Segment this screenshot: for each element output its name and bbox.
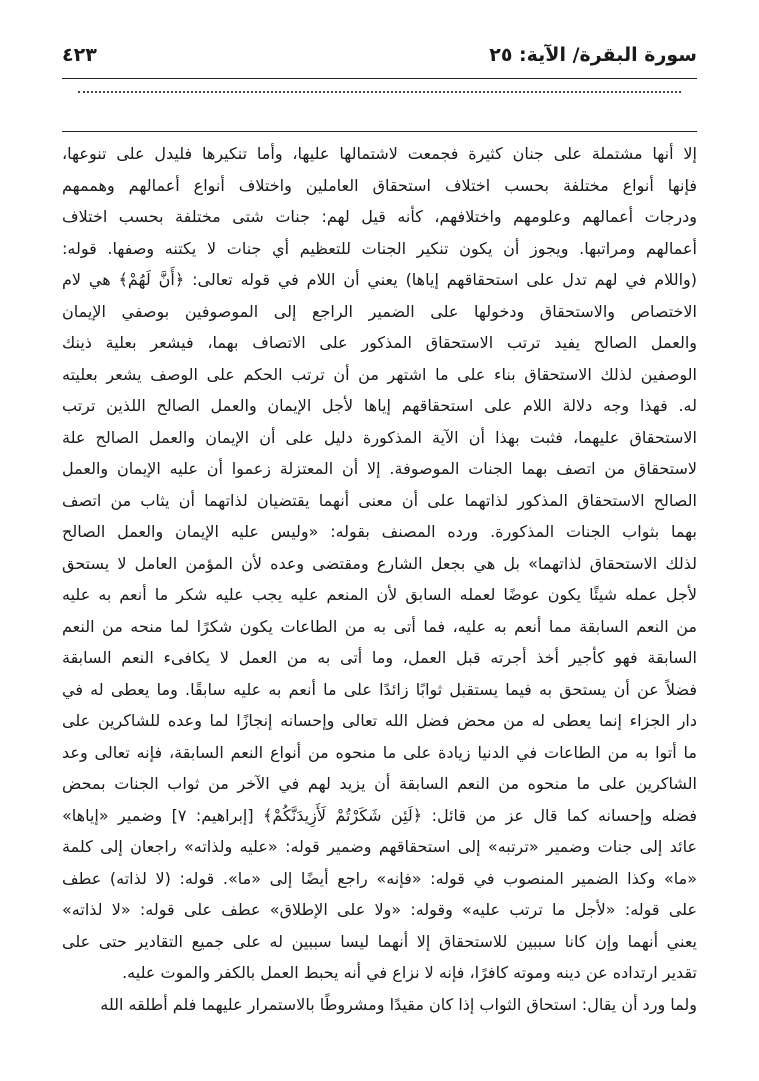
text-line: (واللام في لهم تدل على استحقاقهم إياها) يعني أن اللام في قوله تعالى: ﴿أَنَّ لَهُمْ﴾ هي لام: [62, 270, 697, 289]
text-line: ولما ورد أن يقال: استحاق الثواب إذا كان مقيدًا ومشروطًا بالاستمرار عليهما فلم أطلقه الله: [100, 994, 697, 1014]
text-line: ودرجات أعمالهم وعلومهم واختلافهم، كأنه قيل لهم: جنات شتى مختلفة بحسب اختلاف: [62, 207, 697, 226]
text-line: فإنها أنواع مختلفة بحسب اختلاف استحقاق العاملين واختلاف أنواع أعمالهم وهممهم: [62, 175, 697, 195]
text-line: إلا أنها مشتملة على جنان كثيرة فجمعت لاشتمالها عليها، وأما تنكيرها فليدل على تنوعها،: [62, 144, 697, 163]
text-line: والعمل الصالح يفيد ترتب الاستحقاق المذكور على الاتصاف بهما، فيشعر بعلية ذينك: [62, 333, 697, 352]
text-line: فضلاً عن أن يستحق به فيما يستقبل ثوابًا زائدًا على ما أنعم به عليه سابقًا. وما يعطى له في: [62, 679, 697, 699]
text-line: الاستحقاق عليهما، فثبت بهذا أن الآية المذكورة دليل على أن الإيمان والعمل الصالح علة: [62, 427, 697, 447]
text-line: عائد إلى جنات وضمير «ترتبه» إلى استحقاقهم وضمير قوله: «عليه ولذاته» راجعان إلى كلمة: [62, 837, 697, 856]
text-line: الصالح الاستحقاق المذكور لذاتهما على أن معنى أنهما يقتضيان لذاتهما أن يثاب من اتصف: [62, 490, 697, 510]
text-line: لاستحقاق من اتصف بهما الجنات الموصوفة. إلا أن المعتزلة زعموا أن عليه الإيمان والعمل: [62, 459, 697, 478]
text-line: ما أتوا به من الطاعات في الدنيا زيادة على ما منحوه من أنواع النعم السابقة، فإنه تعالى وعد: [62, 742, 697, 762]
text-line: بهما بثواب الجنات المذكورة. ورده المصنف بقوله: «وليس عليه الإيمان والعمل الصالح: [62, 522, 697, 541]
text-line: تقدير ارتداده عن دينه وموته كافرًا، فإنه لا نزاع في أنه يحبط العمل بالكفر والموت عليه.: [122, 963, 697, 982]
text-line: من النعم السابقة مما أنعم به عليه، فما أتى به من الطاعات يكون شكرًا لما منحه من النعم: [62, 616, 697, 636]
text-line: «ما» وكذا الضمير المنصوب في قوله: «فإنه» راجع أيضًا إلى «ما». قوله: (لا لذاته) عطف: [62, 868, 697, 888]
text-line: الاختصاص والاستحقاق ودخولها على الضمير الراجع إلى الموصوفين بوصفي الإيمان: [62, 301, 697, 321]
text-line: أعمالهم ومراتبها. ويجوز أن يكون تنكير الجنات للتعظيم أي جنات لا يكتنه وصفها. قوله:: [62, 238, 697, 258]
text-line: له. فهذا وجه دلالة اللام على استحقاقهم إياها لأجل الإيمان والعمل الصالح اللذين ترتب: [62, 396, 697, 415]
text-line: الوصفين لذلك الاستحقاق بناء على ما اشتهر من أن ترتب الحكم على الوصف يشعر بعليته: [62, 364, 697, 384]
page-number: ٤٢٣: [62, 44, 97, 66]
text-line: يعني أنهما وإن كانا سببين للاستحقاق إلا أنهما ليسا سببين له على جميع التقادير حتى على: [62, 931, 697, 951]
text-line: على قوله: «لأجل ما ترتب عليه» وقوله: «ولا على الإطلاق» عطف على قوله: «لا لذاته»: [62, 900, 697, 919]
text-line: السابقة فهو كأجير أخذ أجرته قبل العمل، وما أتى به من العمل لا يكافىء النعم السابقة: [62, 648, 697, 667]
commentary-text: [62, 138, 697, 1020]
text-line: لذلك الاستحقاق لذاتهما» بل هي بجعل الشارع ومقتضى وعده لأن المؤمن العامل لا يستحق: [62, 553, 697, 573]
section-rule: [62, 131, 697, 132]
header-rule: [62, 78, 697, 79]
text-line: لأجل عمله شيئًا يكون عوضًا لعمله السابق لأن المنعم عليه يجب عليه شكر ما أنعم به عليه: [62, 585, 697, 604]
text-line: دار الجزاء إنما يعطى له من محض فضل الله تعالى وإحسانه إنجازًا لما وعده للشاكرين على: [62, 711, 697, 730]
text-line: فضله وإحسانه كما قال عز من قائل: ﴿لَئِن شَكَرْتُمْ لَأَزِيدَنَّكُمْ﴾ [إبراهيم: ٧] وضمير «إياها»: [62, 805, 697, 825]
text-line: الشاكرين على ما منحوه من النعم السابقة أن يزيد لهم في الآخر من ثواب الجنات بمحض: [62, 774, 697, 793]
running-title: سورة البقرة/ الآية: ٢٥: [489, 44, 697, 66]
page-header: [62, 44, 697, 78]
dotted-separator: [78, 91, 681, 93]
